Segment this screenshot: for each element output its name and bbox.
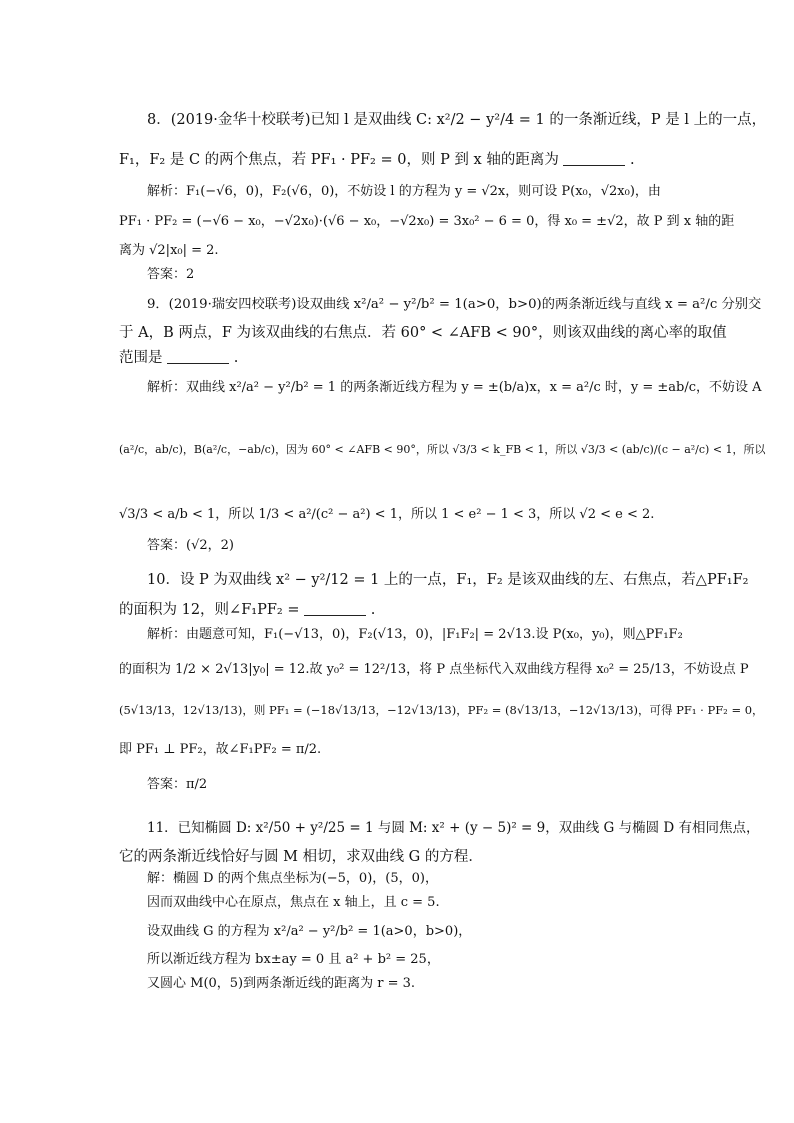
q10-stem-line1: 10．设 P 为双曲线 x² − y²/12 = 1 上的一点，F₁，F₂ 是该双曲线的左、右焦点，若△PF₁F₂	[147, 572, 749, 588]
q10-answer: 答案：π/2	[147, 777, 208, 792]
q11-solution-line4: 所以渐近线方程为 bx±ay = 0 且 a² + b² = 25，	[147, 952, 440, 967]
q8-stem-line2-text: F₁，F₂ 是 C 的两个焦点，若 PF₁ · PF₂ = 0，则 P 到 x 轴的距离为	[119, 152, 559, 168]
q10-answer-blank	[304, 601, 366, 616]
q8-answer: 答案：2	[147, 267, 195, 282]
q11-stem-line2: 它的两条渐近线恰好与圆 M 相切，求双曲线 G 的方程．	[119, 849, 483, 865]
q8-stem-line2	[119, 150, 635, 170]
q9-solution-line2: (a²/c，ab/c)，B(a²/c，−ab/c)，因为 60° < ∠AFB < 90°，所以 √3/3 < k_FB < 1，所以 √3/3 < (ab/c)/(c − a²/c) < 1，所以	[119, 443, 766, 456]
q10-stem-line2	[119, 600, 375, 620]
q11-solution-line1: 解：椭圆 D 的两个焦点坐标为(−5，0)，(5，0)，	[147, 871, 438, 886]
q9-stem-line3-text: 范围是	[119, 350, 163, 366]
q11-stem-line1: 11．已知椭圆 D: x²/50 + y²/25 = 1 与圆 M: x² + (y − 5)² = 9，双曲线 G 与椭圆 D 有相同焦点，	[147, 820, 760, 836]
q9-solution-line1: 解析：双曲线 x²/a² − y²/b² = 1 的两条渐近线方程为 y = ±(b/a)x，x = a²/c 时，y = ±ab/c，不妨设 A	[147, 380, 762, 395]
q8-solution-line3: 离为 √2|x₀| = 2.	[119, 243, 219, 258]
q9-stem-line3-end: .	[233, 350, 239, 366]
q9-solution-line3: √3/3 < a/b < 1，所以 1/3 < a²/(c² − a²) < 1，所以 1 < e² − 1 < 3，所以 √2 < e < 2.	[119, 507, 655, 522]
q8-solution-line2: PF₁ · PF₂ = (−√6 − x₀，−√2x₀)·(√6 − x₀，−√2x₀) = 3x₀² − 6 = 0，得 x₀ = ±√2，故 P 到 x 轴的距	[119, 214, 735, 229]
q9-stem-line1: 9．(2019·瑞安四校联考)设双曲线 x²/a² − y²/b² = 1(a>0，b>0)的两条渐近线与直线 x = a²/c 分别交	[147, 297, 762, 312]
q10-solution-line1: 解析：由题意可知，F₁(−√13，0)，F₂(√13，0)，|F₁F₂| = 2√13.设 P(x₀，y₀)，则△PF₁F₂	[147, 627, 683, 642]
q9-stem-line2: 于 A，B 两点，F 为该双曲线的右焦点．若 60° < ∠AFB < 90°，则该双曲线的离心率的取值	[119, 325, 727, 341]
q11-solution-line2: 因而双曲线中心在原点，焦点在 x 轴上，且 c = 5.	[147, 895, 440, 910]
q10-stem-line2-end: .	[370, 602, 376, 618]
q9-answer: 答案：(√2，2)	[147, 538, 234, 553]
q11-solution-line5: 又圆心 M(0，5)到两条渐近线的距离为 r = 3.	[147, 976, 416, 991]
q9-stem-line3	[119, 348, 238, 368]
q8-stem-line2-end: .	[630, 152, 635, 168]
q10-solution-line3: (5√13/13，12√13/13)，则 PF₁ = (−18√13/13，−12√13/13)，PF₂ = (8√13/13，−12√13/13)，可得 PF₁ · PF₂ = 0，	[119, 703, 764, 717]
q10-solution-line4: 即 PF₁ ⊥ PF₂，故∠F₁PF₂ = π/2.	[119, 742, 322, 757]
q8-stem-line1: 8．(2019·金华十校联考)已知 l 是双曲线 C: x²/2 − y²/4 = 1 的一条渐近线，P 是 l 上的一点，	[147, 112, 767, 128]
q10-solution-line2: 的面积为 1/2 × 2√13|y₀| = 12.故 y₀² = 12²/13，将 P 点坐标代入双曲线方程得 x₀² = 25/13，不妨设点 P	[119, 662, 749, 677]
q11-solution-line3: 设双曲线 G 的方程为 x²/a² − y²/b² = 1(a>0，b>0)，	[147, 924, 472, 939]
q10-stem-line2-text: 的面积为 12，则∠F₁PF₂ =	[119, 602, 300, 618]
q9-answer-blank	[167, 349, 229, 364]
q8-solution-line1: 解析：F₁(−√6，0)，F₂(√6，0)，不妨设 l 的方程为 y = √2x，则可设 P(x₀，√2x₀)，由	[147, 184, 661, 199]
q8-answer-blank	[563, 151, 625, 166]
